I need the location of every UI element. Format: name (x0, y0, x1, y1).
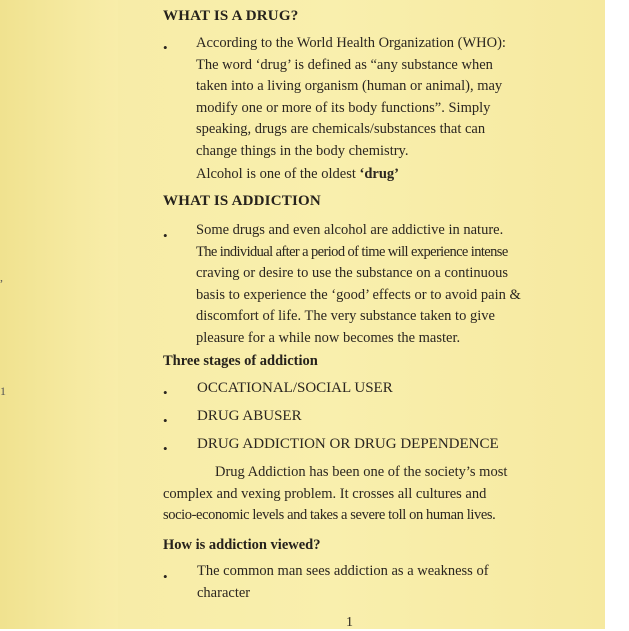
text-line: pleasure for a while now becomes the master. (196, 329, 461, 346)
section-heading-three-stages: Three stages of addiction (163, 353, 318, 369)
section-heading-what-is-a-drug: WHAT IS A DRUG? (163, 8, 299, 24)
text-line: The common man sees addiction as a weakness of (197, 563, 489, 579)
text-line: complex and vexing problem. It crosses all cultures and (163, 485, 487, 502)
stage-item: DRUG ADDICTION OR DRUG DEPENDENCE (197, 436, 499, 452)
text-line: Some drugs and even alcohol are addictive in nature. (196, 222, 504, 238)
bullet-icon: • (163, 413, 168, 428)
text-line: basis to experience the ‘good’ effects or to avoid pain & (196, 286, 521, 303)
addiction-view-paragraph (197, 561, 489, 604)
stage-item: DRUG ABUSER (197, 408, 302, 424)
text-line: craving or desire to use the substance on a continuous (196, 265, 509, 281)
text-line: discomfort of life. The very substance taken to give (196, 308, 495, 324)
text-line: modify one or more of its body functions”. Simply (196, 99, 491, 116)
text-line: The word ‘drug’ is defined as “any substance when (196, 56, 493, 73)
bullet-icon: • (163, 228, 168, 243)
text-line: Drug Addiction has been one of the society’s most (215, 464, 508, 480)
drug-addiction-paragraph (163, 462, 507, 527)
text-line: character (197, 584, 251, 601)
alcohol-statement (196, 164, 399, 186)
drug-definition-paragraph (196, 33, 506, 162)
text-line: speaking, drugs are chemicals/substances that can (196, 121, 486, 137)
bullet-icon: • (163, 441, 168, 456)
bullet-icon: • (163, 569, 168, 584)
text-line: According to the World Health Organization (WHO): (196, 35, 506, 51)
page-gutter (0, 0, 118, 629)
section-heading-what-is-addiction: WHAT IS ADDICTION (163, 193, 321, 209)
text-line: taken into a living organism (human or animal), may (196, 78, 503, 94)
margin-mark: , (0, 270, 3, 284)
alcohol-drug-emphasis: ‘drug’ (359, 166, 399, 182)
page-number: 1 (346, 615, 353, 630)
text-line: socio-economic levels and takes a severe toll on human lives. (163, 507, 496, 523)
section-heading-how-is-addiction-viewed: How is addiction viewed? (163, 537, 321, 553)
bullet-icon: • (163, 40, 168, 55)
alcohol-text: Alcohol is one of the oldest (196, 166, 360, 182)
bullet-icon: • (163, 385, 168, 400)
text-line: change things in the body chemistry. (196, 142, 409, 159)
stage-item: OCCATIONAL/SOCIAL USER (197, 380, 393, 396)
text-line: The individual after a period of time will experience intense (196, 243, 508, 260)
margin-mark: 1 (0, 384, 6, 398)
addiction-definition-paragraph (196, 220, 521, 349)
